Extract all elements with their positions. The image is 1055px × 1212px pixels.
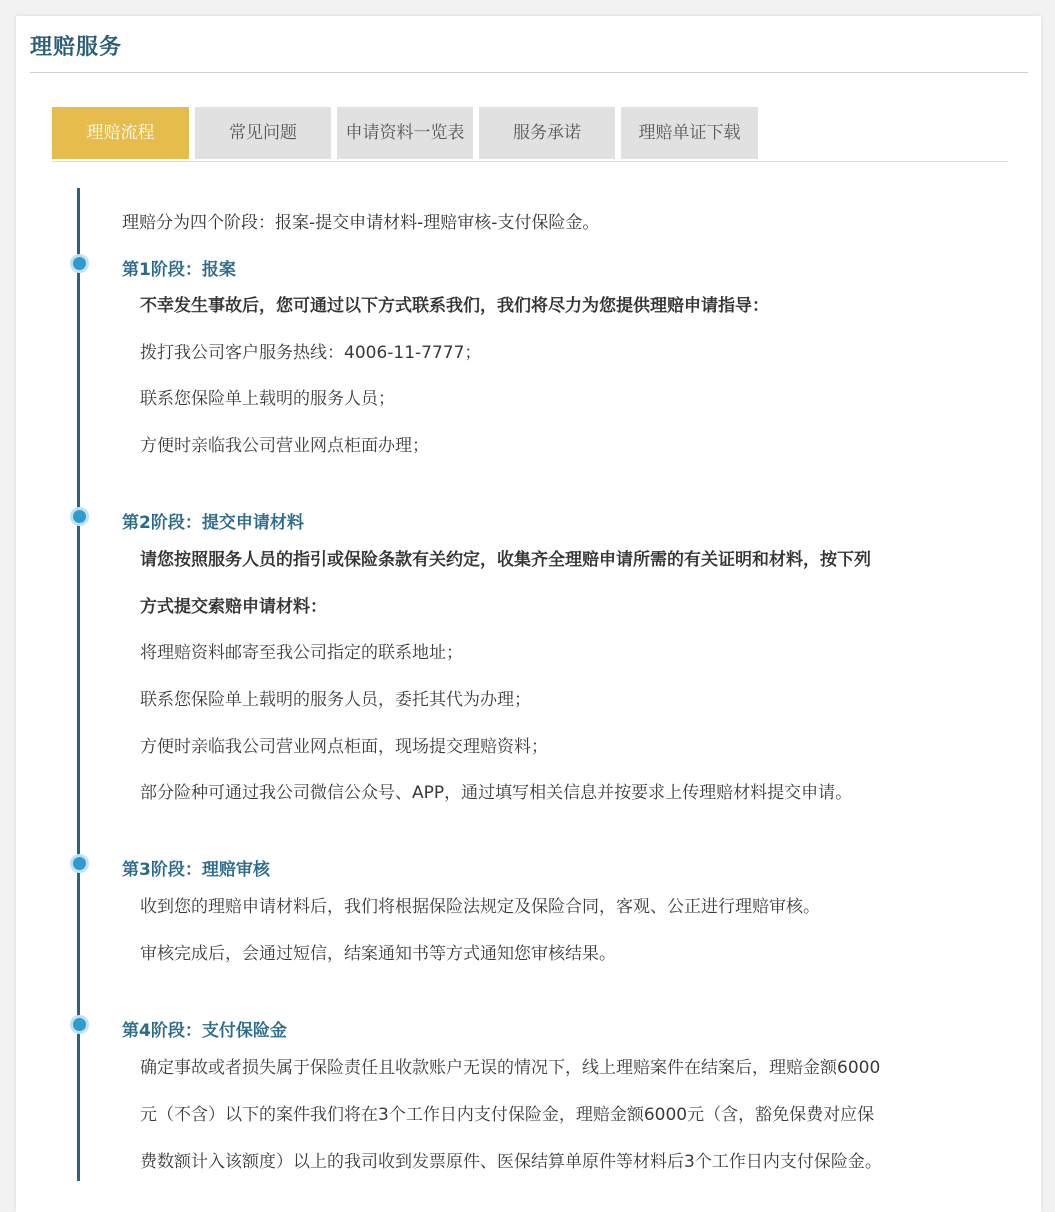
timeline-dot-stage-2 <box>70 507 89 526</box>
intro-text: 理赔分为四个阶段：报案-提交申请材料-理赔审核-支付保险金。 <box>122 213 600 233</box>
timeline-dot-stage-4 <box>70 1015 89 1034</box>
stage-1-lead: 不幸发生事故后，您可通过以下方式联系我们，我们将尽力为您提供理赔申请指导： <box>140 296 769 316</box>
title-divider <box>30 72 1028 73</box>
stage-1-line: 方便时亲临我公司营业网点柜面办理； <box>140 436 429 456</box>
stage-1-title: 第1阶段：报案 <box>122 260 236 280</box>
stage-4-line: 元（不含）以下的案件我们将在3个工作日内支付保险金，理赔金额6000元（含，豁免保费对应保 <box>140 1105 875 1125</box>
tab-claims-process[interactable]: 理赔流程 <box>52 107 189 159</box>
stage-2-line: 将理赔资料邮寄至我公司指定的联系地址； <box>140 643 463 663</box>
page-title: 理赔服务 <box>30 35 123 60</box>
stage-2-line: 方便时亲临我公司营业网点柜面，现场提交理赔资料； <box>140 737 548 757</box>
stage-2-line: 联系您保险单上载明的服务人员，委托其代为办理； <box>140 690 531 710</box>
stage-2-title: 第2阶段：提交申请材料 <box>122 513 304 533</box>
timeline-dot-stage-3 <box>70 854 89 873</box>
claims-service-panel <box>16 16 1041 1212</box>
stage-1-line: 拨打我公司客户服务热线：4006-11-7777； <box>140 343 482 363</box>
stage-3-line: 审核完成后，会通过短信，结案通知书等方式通知您审核结果。 <box>140 944 616 964</box>
stage-2-lead: 方式提交索赔申请材料： <box>140 597 327 617</box>
tab-faq[interactable]: 常见问题 <box>195 107 331 159</box>
stage-4-title: 第4阶段：支付保险金 <box>122 1021 287 1041</box>
stage-2-lead: 请您按照服务人员的指引或保险条款有关约定，收集齐全理赔申请所需的有关证明和材料，按下列 <box>140 550 871 570</box>
tab-claim-forms-download[interactable]: 理赔单证下载 <box>621 107 758 159</box>
tab-bar <box>52 107 1008 162</box>
tab-service-commitment[interactable]: 服务承诺 <box>479 107 615 159</box>
timeline-dot-stage-1 <box>70 254 89 273</box>
stage-1-line: 联系您保险单上载明的服务人员； <box>140 389 395 409</box>
stage-2-line: 部分险种可通过我公司微信公众号、APP，通过填写相关信息并按要求上传理赔材料提交申请。 <box>140 783 853 803</box>
tab-document-list[interactable]: 申请资料一览表 <box>337 107 473 159</box>
stage-4-line: 确定事故或者损失属于保险责任且收款账户无误的情况下，线上理赔案件在结案后，理赔金额6000 <box>140 1058 881 1078</box>
stage-4-line: 费数额计入该额度）以上的我司收到发票原件、医保结算单原件等材料后3个工作日内支付保险金。 <box>140 1152 882 1172</box>
stage-3-line: 收到您的理赔申请材料后，我们将根据保险法规定及保险合同，客观、公正进行理赔审核。 <box>140 897 820 917</box>
stage-3-title: 第3阶段：理赔审核 <box>122 860 270 880</box>
